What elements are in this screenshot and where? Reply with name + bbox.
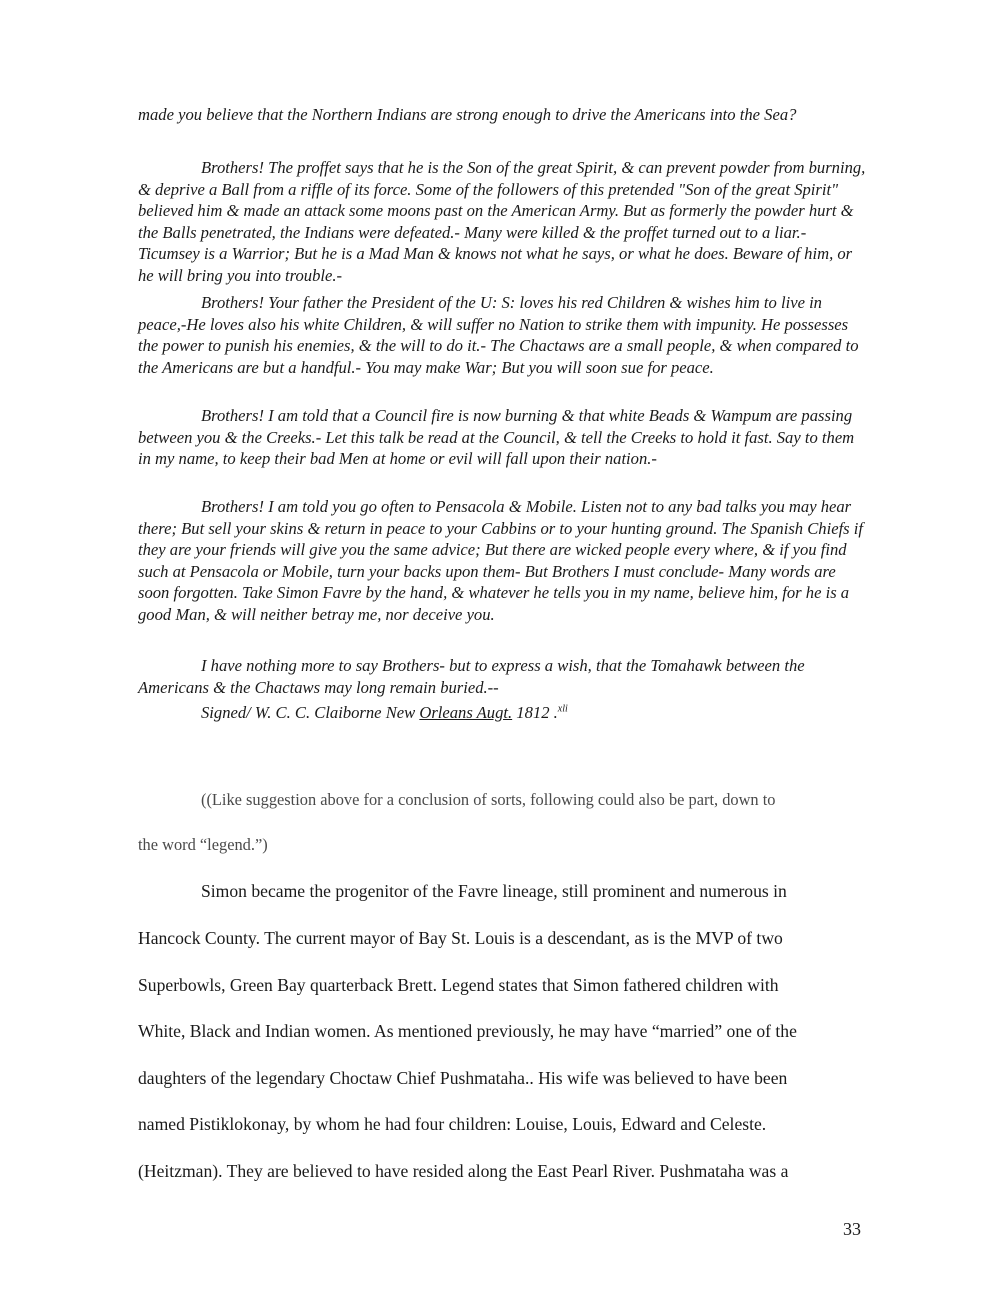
signature-place: Orleans Augt. <box>419 703 513 722</box>
body-text-line: named Pistiklokonay, by whom he had four children: Louise, Louis, Edward and Celeste. <box>138 1114 767 1134</box>
quote-paragraph: Brothers! The proffet says that he is the Son of the great Spirit, & can prevent powder from burning, & deprive a Ball from a riffle of its force. Some of the followers of this pretended "Son of the great Spirit" believed him & made an attack some moons past on the American Army. But as formerly the powder hurt & the Balls penetrated, the Indians were defeated.- Many were killed & the proffet turned out to a liar.- Ticumsey is a Warrior; But he is a Mad Man & knows not what he says, or what he does. Beware of him, or he will bring you into trouble.- <box>138 158 866 285</box>
quote-paragraph: made you believe that the Northern Indians are strong enough to drive the Americans into the Sea? <box>138 105 797 124</box>
signature-year: 1812 . <box>512 703 558 722</box>
quote-paragraph: I have nothing more to say Brothers- but to express a wish, that the Tomahawk between the Americans & the Chactaws may long remain buried.-- <box>138 656 805 697</box>
signature-text: Signed/ W. C. C. Claiborne New <box>201 703 420 722</box>
body-text-line: Hancock County. The current mayor of Bay St. Louis is a descendant, as is the MVP of two <box>138 928 783 948</box>
body-text-line: Simon became the progenitor of the Favre lineage, still prominent and numerous in <box>201 881 787 901</box>
page-number: 33 <box>843 1219 861 1239</box>
editor-note-line: the word “legend.”) <box>138 835 268 854</box>
endnote-reference: xli <box>557 703 568 715</box>
quote-paragraph: Brothers! Your father the President of the U: S: loves his red Children & wishes him to live in peace,-He loves also his white Children, & will suffer no Nation to strike them with impunity. He possesses the power to punish his enemies, & the will to do it.- The Chactaws are a small people, & when compared to the Americans are but a handful.- You may make War; But you will soon sue for peace. <box>138 293 859 377</box>
quote-paragraph: Brothers! I am told that a Council fire is now burning & that white Beads & Wampum are passing between you & the Creeks.- Let this talk be read at the Council, & tell the Creeks to hold it fast. Say to them in my name, to keep their bad Men at home or evil will fall upon their nation.- <box>138 406 855 468</box>
editor-note-line: ((Like suggestion above for a conclusion of sorts, following could also be part, down to <box>201 790 776 809</box>
body-text-line: (Heitzman). They are believed to have resided along the East Pearl River. Pushmataha was a <box>138 1161 789 1181</box>
quote-paragraph: Brothers! I am told you go often to Pensacola & Mobile. Listen not to any bad talks you may hear there; But sell your skins & return in peace to your Cabbins or to your hunting ground. The Spanish Chiefs if they are your friends will give you the same advice; But there are wicked people every where, & if you find such at Pensacola or Mobile, turn your backs upon them- But Brothers I must conclude- Many words are soon forgotten. Take Simon Favre by the hand, & whatever he tells you in my name, believe him, for he is a good Man, & will neither betray me, nor deceive you. <box>138 497 864 624</box>
body-text-line: Superbowls, Green Bay quarterback Brett. Legend states that Simon fathered children with <box>138 975 779 995</box>
body-text-line: White, Black and Indian women. As mentioned previously, he may have “married” one of the <box>138 1021 797 1041</box>
body-text-line: daughters of the legendary Choctaw Chief Pushmataha.. His wife was believed to have been <box>138 1068 788 1088</box>
signature-line <box>138 702 868 724</box>
